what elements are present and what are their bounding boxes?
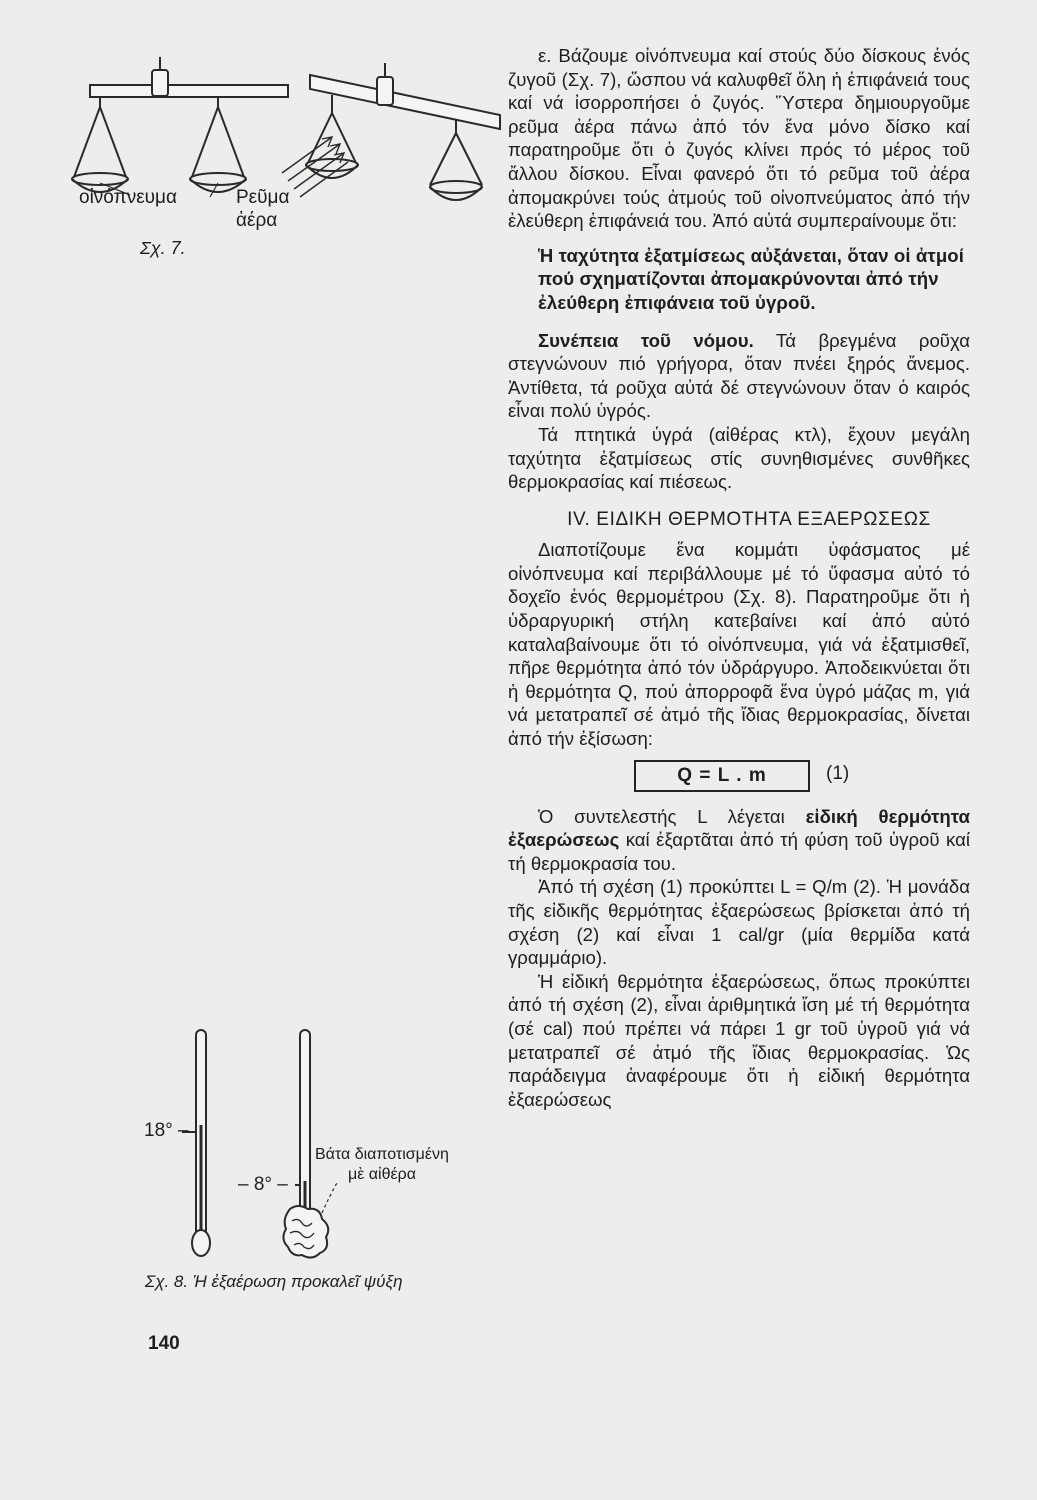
- temp-low-reading: – 8° –: [238, 1174, 288, 1195]
- equation-row: [508, 759, 970, 799]
- coefficient-term: εἰδική θερμότητα ἐξαερώσεως: [508, 805, 970, 851]
- coefficient-end: καί ἐξαρτᾶται ἀπό τή φύση τοῦ ὑγροῦ καί τή θερμοκρασία του.: [508, 829, 970, 874]
- paragraph-coefficient: [508, 805, 970, 876]
- figure-8: [140, 1025, 480, 1260]
- consequence-body: Τά βρεγμένα ροῦχα στεγνώνουν πιό γρήγορα, ὅταν πνέει ξηρός ἄνεμος. Ἀντίθετα, τά ροῦχα αὐτά δέ στεγνώνουν ὅταν ὁ καιρός εἶναι πολύ ὑγρός.: [508, 329, 970, 422]
- thermometers-illustration: [140, 1025, 480, 1260]
- label-alcohol: οἰνόπνευμα: [79, 187, 177, 208]
- figure-7-caption: Σχ. 7.: [140, 238, 186, 258]
- equation-box: Q = L . m: [634, 760, 810, 792]
- paragraph-consequence: [508, 329, 970, 423]
- consequence-title: Συνέπεια τοῦ νόμου.: [538, 329, 754, 351]
- figure-8-caption: Σχ. 8. Ἡ ἐξαέρωση προκαλεῖ ψύξη: [145, 1272, 403, 1291]
- section-heading: IV. ΕΙΔΙΚΗ ΘΕΡΜΟΤΗΤΑ ΕΞΑΕΡΩΣΕΩΣ: [567, 508, 931, 530]
- paragraph-cloth-experiment: Διαποτίζουμε ἕνα κομμάτι ὑφάσματος μέ οἰνόπνευμα καί περιβάλλουμε μέ τό ὕφασμα αὐτό τό δοχεῖο ἑνός θερμομέτρου (Σχ. 8). Παρατηροῦμε ὅτι ἡ ὑδραργυρική στήλη κατεβαίνει καί ἀπό αὐτό καταλαβαίνουμε ὅτι τό οἰνόπνευμα, γιά νά ἐξατμισθεῖ, πῆρε θερμότητα ἀπό τόν ὑδράργυρο. Ἀποδεικνύεται ὅτι ἡ θερμότητα Q, πού ἀπορροφᾶ ἕνα ὑγρό μάζας m, γιά νά μετατραπεῖ σέ ἀτμό τῆς ἴδιας θερμοκρασίας, δίνεται ἀπό τήν ἐξίσωση:: [508, 539, 970, 750]
- paragraph-relation: Ἀπό τή σχέση (1) προκύπτει L = Q/m (2). Ἡ μονάδα τῆς εἰδικῆς θερμότητας ἐξαερώσεως βρίσκεται ἀπό τή σχέση (2) καί εἶναι 1 cal/gr (μία θερμίδα κατά γραμμάριο).: [508, 876, 970, 969]
- coefficient-start: Ὁ συντελεστής L λέγεται: [538, 805, 806, 827]
- evaporation-law: Ἡ ταχύτητα ἐξατμίσεως αὐξάνεται, ὅταν οἱ ἀτμοί πού σχηματίζονται ἀπομακρύνονται ἀπό τήν ἐλεύθερη ἐπιφάνεια τοῦ ὑγροῦ.: [538, 244, 965, 313]
- figure-7: [60, 55, 500, 265]
- label-air-current: Ρεῦμα: [236, 187, 290, 208]
- balance-scales-illustration: [60, 55, 500, 265]
- label-air-current-2: ἀέρα: [236, 210, 278, 231]
- equation-number: (1): [826, 762, 850, 784]
- temp-high-reading: 18° –: [144, 1120, 189, 1141]
- body-text-column: [508, 44, 970, 1111]
- paragraph-final: Ἡ εἰδική θερμότητα ἐξαερώσεως, ὅπως προκύπτει ἀπό τή σχέση (2), εἶναι ἀριθμητικά ἴση μέ τή θερμότητα (σέ cal) πού πρέπει νά πάρει 1 gr τοῦ ὑγροῦ γιά νά μετατραπεῖ σέ ἀτμό τῆς ἴδιας θερμοκρασίας. Ὡς παράδειγμα ἀναφέρουμε ὅτι ἡ εἰδική θερμότητα ἐξαερώσεως: [508, 970, 970, 1110]
- page-number: 140: [148, 1333, 180, 1354]
- paragraph-volatile-liquids: Τά πτητικά ὑγρά (αἰθέρας κτλ), ἔχουν μεγάλη ταχύτητα ἐξατμίσεως στίς συνηθισμένες συνθῆκες θερμοκρασίας καί πιέσεως.: [508, 423, 970, 493]
- cotton-label: Βάτα διαποτισμένη: [315, 1146, 449, 1163]
- cotton-label-2: μὲ αἰθέρα: [348, 1166, 416, 1183]
- paragraph-experiment-e: ε. Βάζουμε οἰνόπνευμα καί στούς δύο δίσκους ἑνός ζυγοῦ (Σχ. 7), ὥσπου νά καλυφθεῖ ὅλη ἡ ἐπιφάνειά τους καί νά ἰσορροπήσει ὁ ζυγός. Ὕστερα δημιουργοῦμε ρεῦμα ἀέρα πάνω ἀπό τόν ἕνα μόνο δίσκο καί παρατηροῦμε ὅτι ὁ ζυγός κλίνει πρός τό μέρος τοῦ ἄλλου δίσκου. Εἶναι φανερό ὅτι τό ρεῦμα τοῦ ἀέρα ἀπομακρύνει τούς ἀτμούς τοῦ οἰνοπνεύματος ἀπό τήν ἐλεύθερη ἐπιφάνειά του. Ἀπό αὐτά συμπεραίνουμε ὅτι:: [508, 45, 970, 232]
